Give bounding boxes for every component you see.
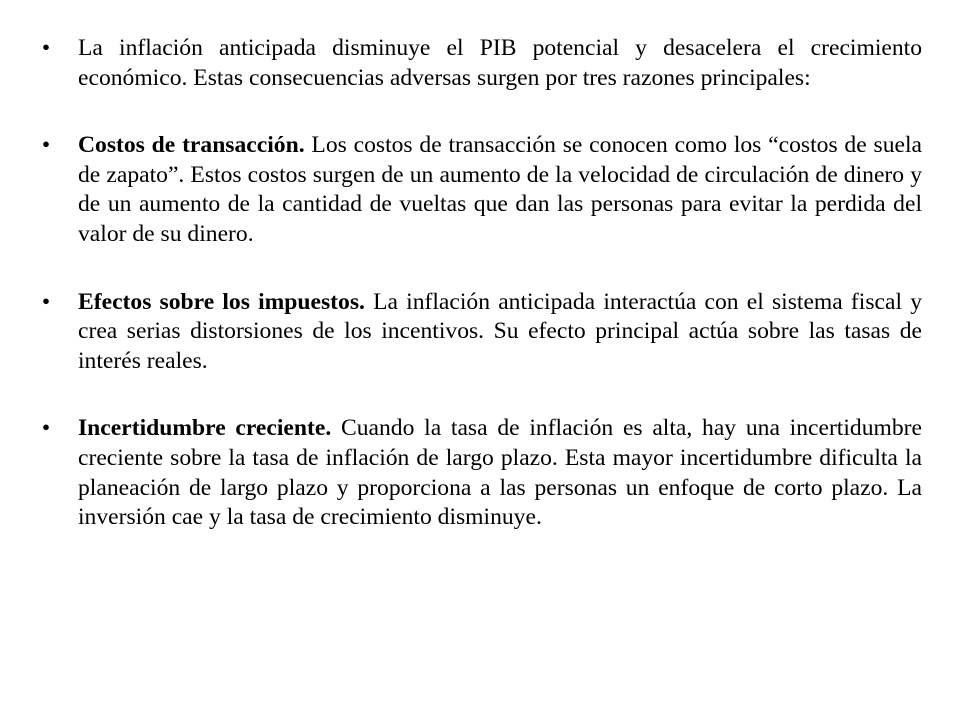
bullet-lead: Incertidumbre creciente. — [78, 415, 332, 442]
bullet-item-uncertainty — [36, 414, 922, 532]
bullet-text: La inflación anticipada interactúa con el sistema fiscal y crea serias distorsiones de los incentivos. Su efecto principal actúa sobre las tasas de interés reales. — [78, 288, 923, 374]
bullet-item-intro — [36, 34, 922, 93]
bullet-lead: Efectos sobre los impuestos. — [78, 288, 365, 315]
bullet-icon: • — [41, 132, 51, 159]
bullet-text: Cuando la tasa de inflación es alta, hay una incertidumbre creciente sobre la tasa de inflación de largo plazo. Esta mayor incertidumbre dificulta la planeación de largo plazo y proporciona a las personas un enfoque de corto plazo. La inversión cae y la tasa de crecimiento disminuye. — [78, 415, 922, 531]
bullet-item-transaction-costs — [36, 131, 922, 249]
bullet-icon: • — [41, 288, 51, 315]
bullet-item-tax-effects — [36, 288, 922, 377]
bullet-text: Los costos de transacción se conocen como los “costos de suela de zapato”. Estos costos surgen de un aumento de la velocidad de circulación de dinero y de un aumento de la cantidad de vueltas que dan las personas para evitar la perdida del valor de su dinero. — [78, 132, 922, 247]
bullet-icon: • — [41, 35, 51, 61]
bullet-icon: • — [41, 415, 51, 442]
bullet-text: La inflación anticipada disminuye el PIB potencial y desacelera el crecimiento económico. Estas consecuencias adversas surgen por tres razones principales: — [78, 35, 922, 91]
bullet-list — [36, 34, 922, 533]
bullet-lead: Costos de transacción. — [78, 132, 305, 159]
